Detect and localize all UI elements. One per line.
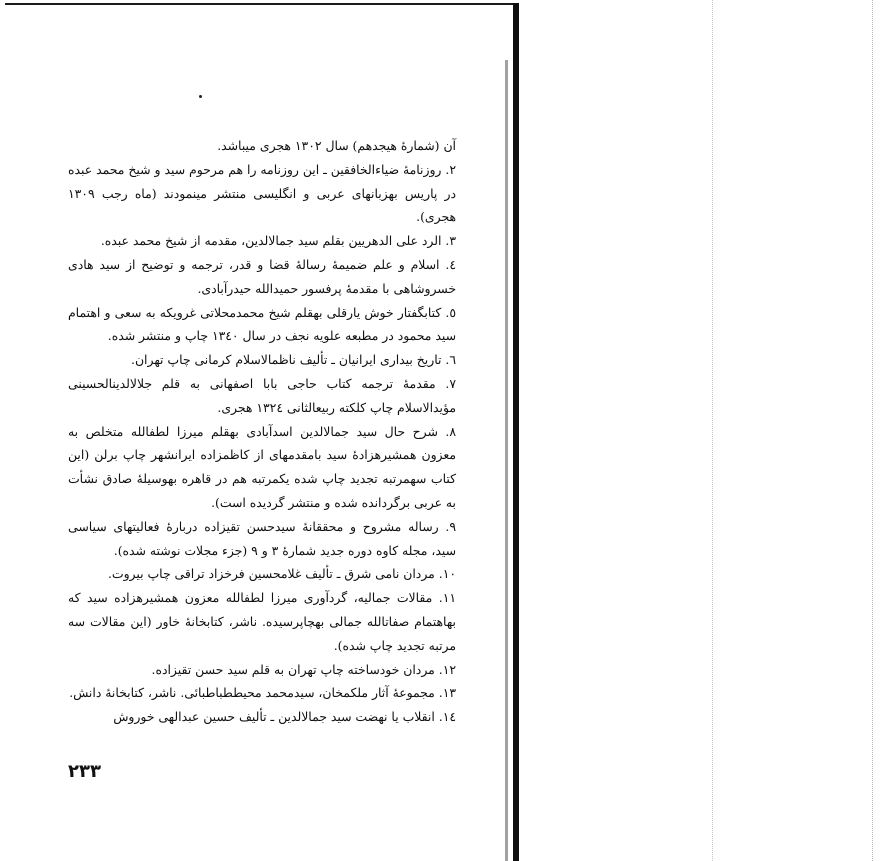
scan-speck bbox=[199, 95, 202, 98]
list-item: ۷. مقدمۀ ترجمه کتاب حاجی بابا اصفهانی به قلم جلالالدینالحسینی مؤیدالاسلام چاپ کلکته ربیعالثانی ۱۳۲٤ هجری. bbox=[68, 375, 456, 415]
list-item: ۱۲. مردان خودساخته چاپ تهران به قلم سید حسن تقیزاده. bbox=[151, 661, 456, 677]
page-number: ۲۳۳ bbox=[68, 761, 101, 782]
list-item: ۹. رساله مشروح و محققانۀ سیدحسن تقیزاده دربارۀ فعالیتهای سیاسی سید، مجله کاوه دوره جدید شمارۀ ۳ و ۹ (جزء مجلات نوشته شده). bbox=[68, 518, 456, 558]
list-item: ٥. کتابگفتار خوش یارقلی بهقلم شیخ محمدمحلاتی غرویکه به سعی و اهتمام سید محمود در مطبعه علویه نجف در سال ۱۳٤۰ چاپ و منتشر شده. bbox=[68, 304, 456, 344]
list-item: ۸. شرح حال سید جمالالدین اسدآبادی بهقلم میرزا لطفالله متخلص به معزون همشیرهزادۀ سید بامقدمهای از کاظمزاده ایرانشهر چاپ برلن (این کتاب سهمرتبه تجدید چاپ شده یکمرتبه هم در قاهره بهوسیلۀ صادق نشأت به عربی برگردانده شده و منتشر گردیده است). bbox=[68, 423, 456, 510]
page-top-edge bbox=[5, 3, 518, 5]
list-item: ۱۳. مجموعۀ آثار ملکمخان، سیدمحمد محیططباطبائی. ناشر، کتابخانۀ دانش. bbox=[69, 685, 456, 701]
intro-line: آن (شمارۀ هیجدهم) سال ۱۳۰۲ هجری میباشد. bbox=[217, 138, 456, 153]
list-item: ۱٤. انقلاب یا نهضت سید جمالالدین ـ تألیف حسین عبدالهی خوروش bbox=[113, 709, 456, 725]
page-spine-shadow bbox=[505, 60, 508, 861]
list-item: ٤. اسلام و علم ضمیمۀ رسالۀ قضا و قدر، ترجمه و توضیح از سید هادی خسروشاهی با مقدمۀ پرفسور حمیدالله حیدرآبادی. bbox=[68, 256, 456, 296]
scan-dotted-line bbox=[872, 0, 873, 861]
page-right-edge bbox=[513, 3, 519, 861]
list-item: ۲. روزنامۀ ضیاءالخافقین ـ این روزنامه را هم مرحوم سید و شیخ محمد عبده در پاریس بهزبانهای عربی و انگلیسی منتشر مینمودند (ماه رجب ۱۳۰۹ هجری). bbox=[68, 161, 456, 225]
list-item: ٦. تاریخ بیداری ایرانیان ـ تألیف ناظمالاسلام کرمانی چاپ تهران. bbox=[131, 352, 456, 368]
list-item: ۱۰. مردان نامی شرق ـ تألیف غلامحسین فرخزاد تراقی چاپ بیروت. bbox=[107, 566, 456, 582]
list-item: ۳. الرد علی الدهریین بقلم سید جمالالدین، مقدمه از شیخ محمد عبده. bbox=[100, 233, 456, 249]
scan-dotted-line bbox=[712, 0, 713, 861]
page-body bbox=[68, 134, 456, 729]
scan-margin bbox=[519, 0, 884, 861]
list-item: ۱۱. مقالات جمالیه، گردآوری میرزا لطفالله معزون همشیرهزاده سید که بهاهتمام صفاتالله جمالی بهچاپرسیده. ناشر، کتابخانۀ خاور (این مقالات سه مرتبه تجدید چاپ شده). bbox=[68, 590, 456, 653]
